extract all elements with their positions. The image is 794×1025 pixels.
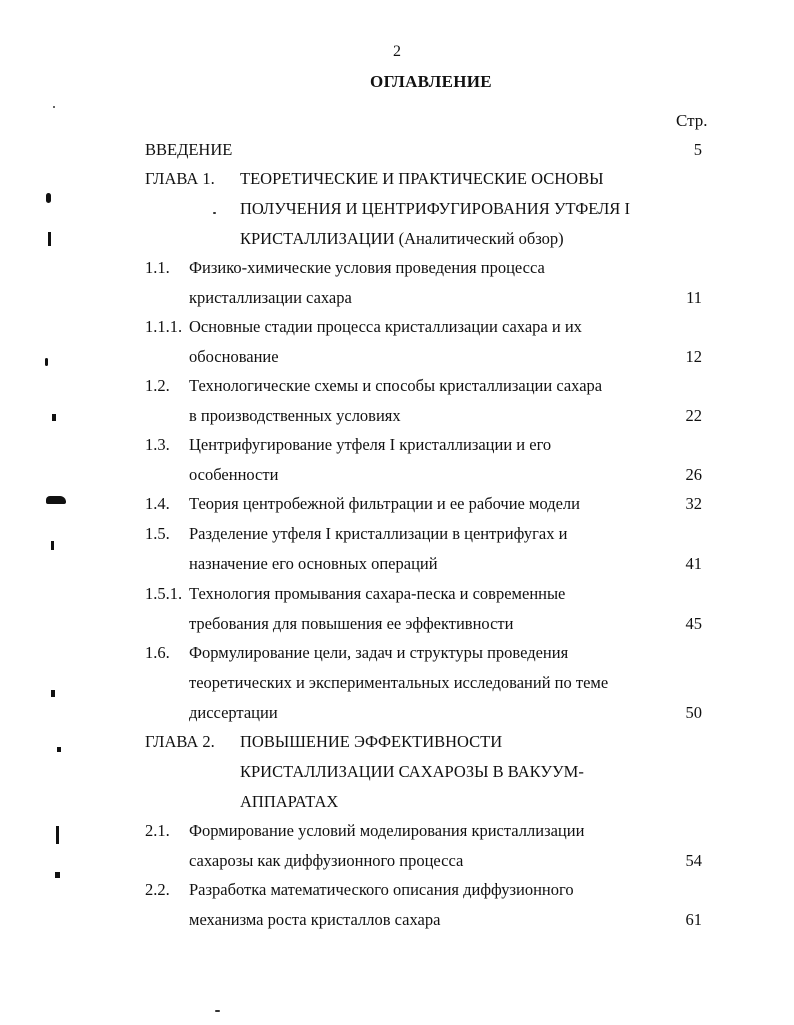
section-page: 54 [685, 851, 702, 870]
scan-mark [52, 414, 56, 421]
scan-mark [51, 541, 54, 550]
section-number: 1.5. [145, 524, 170, 543]
chapter2-number: ГЛАВА 2. [145, 732, 215, 751]
section-title-line: в производственных условиях [189, 406, 401, 425]
scan-speck [215, 1010, 220, 1012]
section-title-line: механизма роста кристаллов сахара [189, 910, 441, 929]
scan-mark [57, 747, 61, 752]
section-page: 11 [686, 288, 702, 307]
chapter1-title-line: ТЕОРЕТИЧЕСКИЕ И ПРАКТИЧЕСКИЕ ОСНОВЫ [240, 169, 604, 188]
scan-mark [48, 232, 51, 246]
section-title-line: сахарозы как диффузионного процесса [189, 851, 464, 870]
chapter1-title-line: ПОЛУЧЕНИЯ И ЦЕНТРИФУГИРОВАНИЯ УТФЕЛЯ I [240, 199, 630, 218]
section-page: 45 [685, 614, 702, 633]
section-title-line: назначение его основных операций [189, 554, 438, 573]
section-number: 1.2. [145, 376, 170, 395]
section-number: 1.3. [145, 435, 170, 454]
section-number: 1.4. [145, 494, 170, 513]
section-page: 26 [685, 465, 702, 484]
scan-mark [46, 496, 66, 504]
page-column-header: Стр. [676, 111, 708, 130]
section-title-line: кристаллизации сахара [189, 288, 352, 307]
section-title-line: Основные стадии процесса кристаллизации сахара и их [189, 317, 582, 336]
scan-speck [213, 212, 216, 214]
section-page: 22 [685, 406, 702, 425]
section-number: 1.1.1. [145, 317, 183, 336]
chapter2-title-line: КРИСТАЛЛИЗАЦИИ САХАРОЗЫ В ВАКУУМ- [240, 762, 584, 781]
scan-mark [55, 872, 60, 878]
page-number: 2 [393, 43, 401, 60]
section-page: 61 [685, 910, 702, 929]
chapter1-number: ГЛАВА 1. [145, 169, 215, 188]
section-title-line: особенности [189, 465, 279, 484]
chapter2-title-line: ПОВЫШЕНИЕ ЭФФЕКТИВНОСТИ [240, 732, 503, 751]
scan-mark [56, 826, 59, 844]
section-page: 50 [685, 703, 702, 722]
section-title-line: требования для повышения ее эффективности [189, 614, 514, 633]
section-title-line: Формулирование цели, задач и структуры проведения [189, 643, 569, 662]
section-page: 12 [685, 347, 702, 366]
section-title-line: обоснование [189, 347, 279, 366]
section-title-line: Центрифугирование утфеля I кристаллизации и его [189, 435, 552, 454]
section-title-line: Разделение утфеля I кристаллизации в центрифугах и [189, 524, 568, 543]
section-number: 1.6. [145, 643, 170, 662]
toc-title: ОГЛАВЛЕНИЕ [370, 72, 492, 91]
section-number: 2.1. [145, 821, 170, 840]
section-title-line: теоретических и экспериментальных исследований по теме [189, 673, 609, 692]
scan-mark [46, 193, 51, 203]
section-title-line: Физико-химические условия проведения процесса [189, 258, 545, 277]
section-title-line: Технология промывания сахара-песка и современные [189, 584, 566, 603]
section-page: 32 [685, 494, 702, 513]
toc-intro-label: ВВЕДЕНИЕ [145, 140, 233, 159]
section-title-line: Разработка математического описания диффузионного [189, 880, 574, 899]
scan-mark [51, 690, 55, 697]
toc-intro-page: 5 [693, 140, 702, 159]
section-title-line: Теория центробежной фильтрации и ее рабочие модели [189, 494, 580, 513]
chapter1-title-line: КРИСТАЛЛИЗАЦИИ (Аналитический обзор) [240, 229, 564, 248]
section-title-line: Технологические схемы и способы кристаллизации сахара [189, 376, 603, 395]
scan-speck [53, 106, 55, 108]
scan-mark [45, 358, 48, 366]
section-title-line: диссертации [189, 703, 278, 722]
section-page: 41 [685, 554, 702, 573]
section-number: 1.1. [145, 258, 170, 277]
section-number: 1.5.1. [145, 584, 183, 603]
chapter2-title-line: АППАРАТАХ [240, 792, 339, 811]
section-title-line: Формирование условий моделирования кристаллизации [189, 821, 585, 840]
section-number: 2.2. [145, 880, 170, 899]
